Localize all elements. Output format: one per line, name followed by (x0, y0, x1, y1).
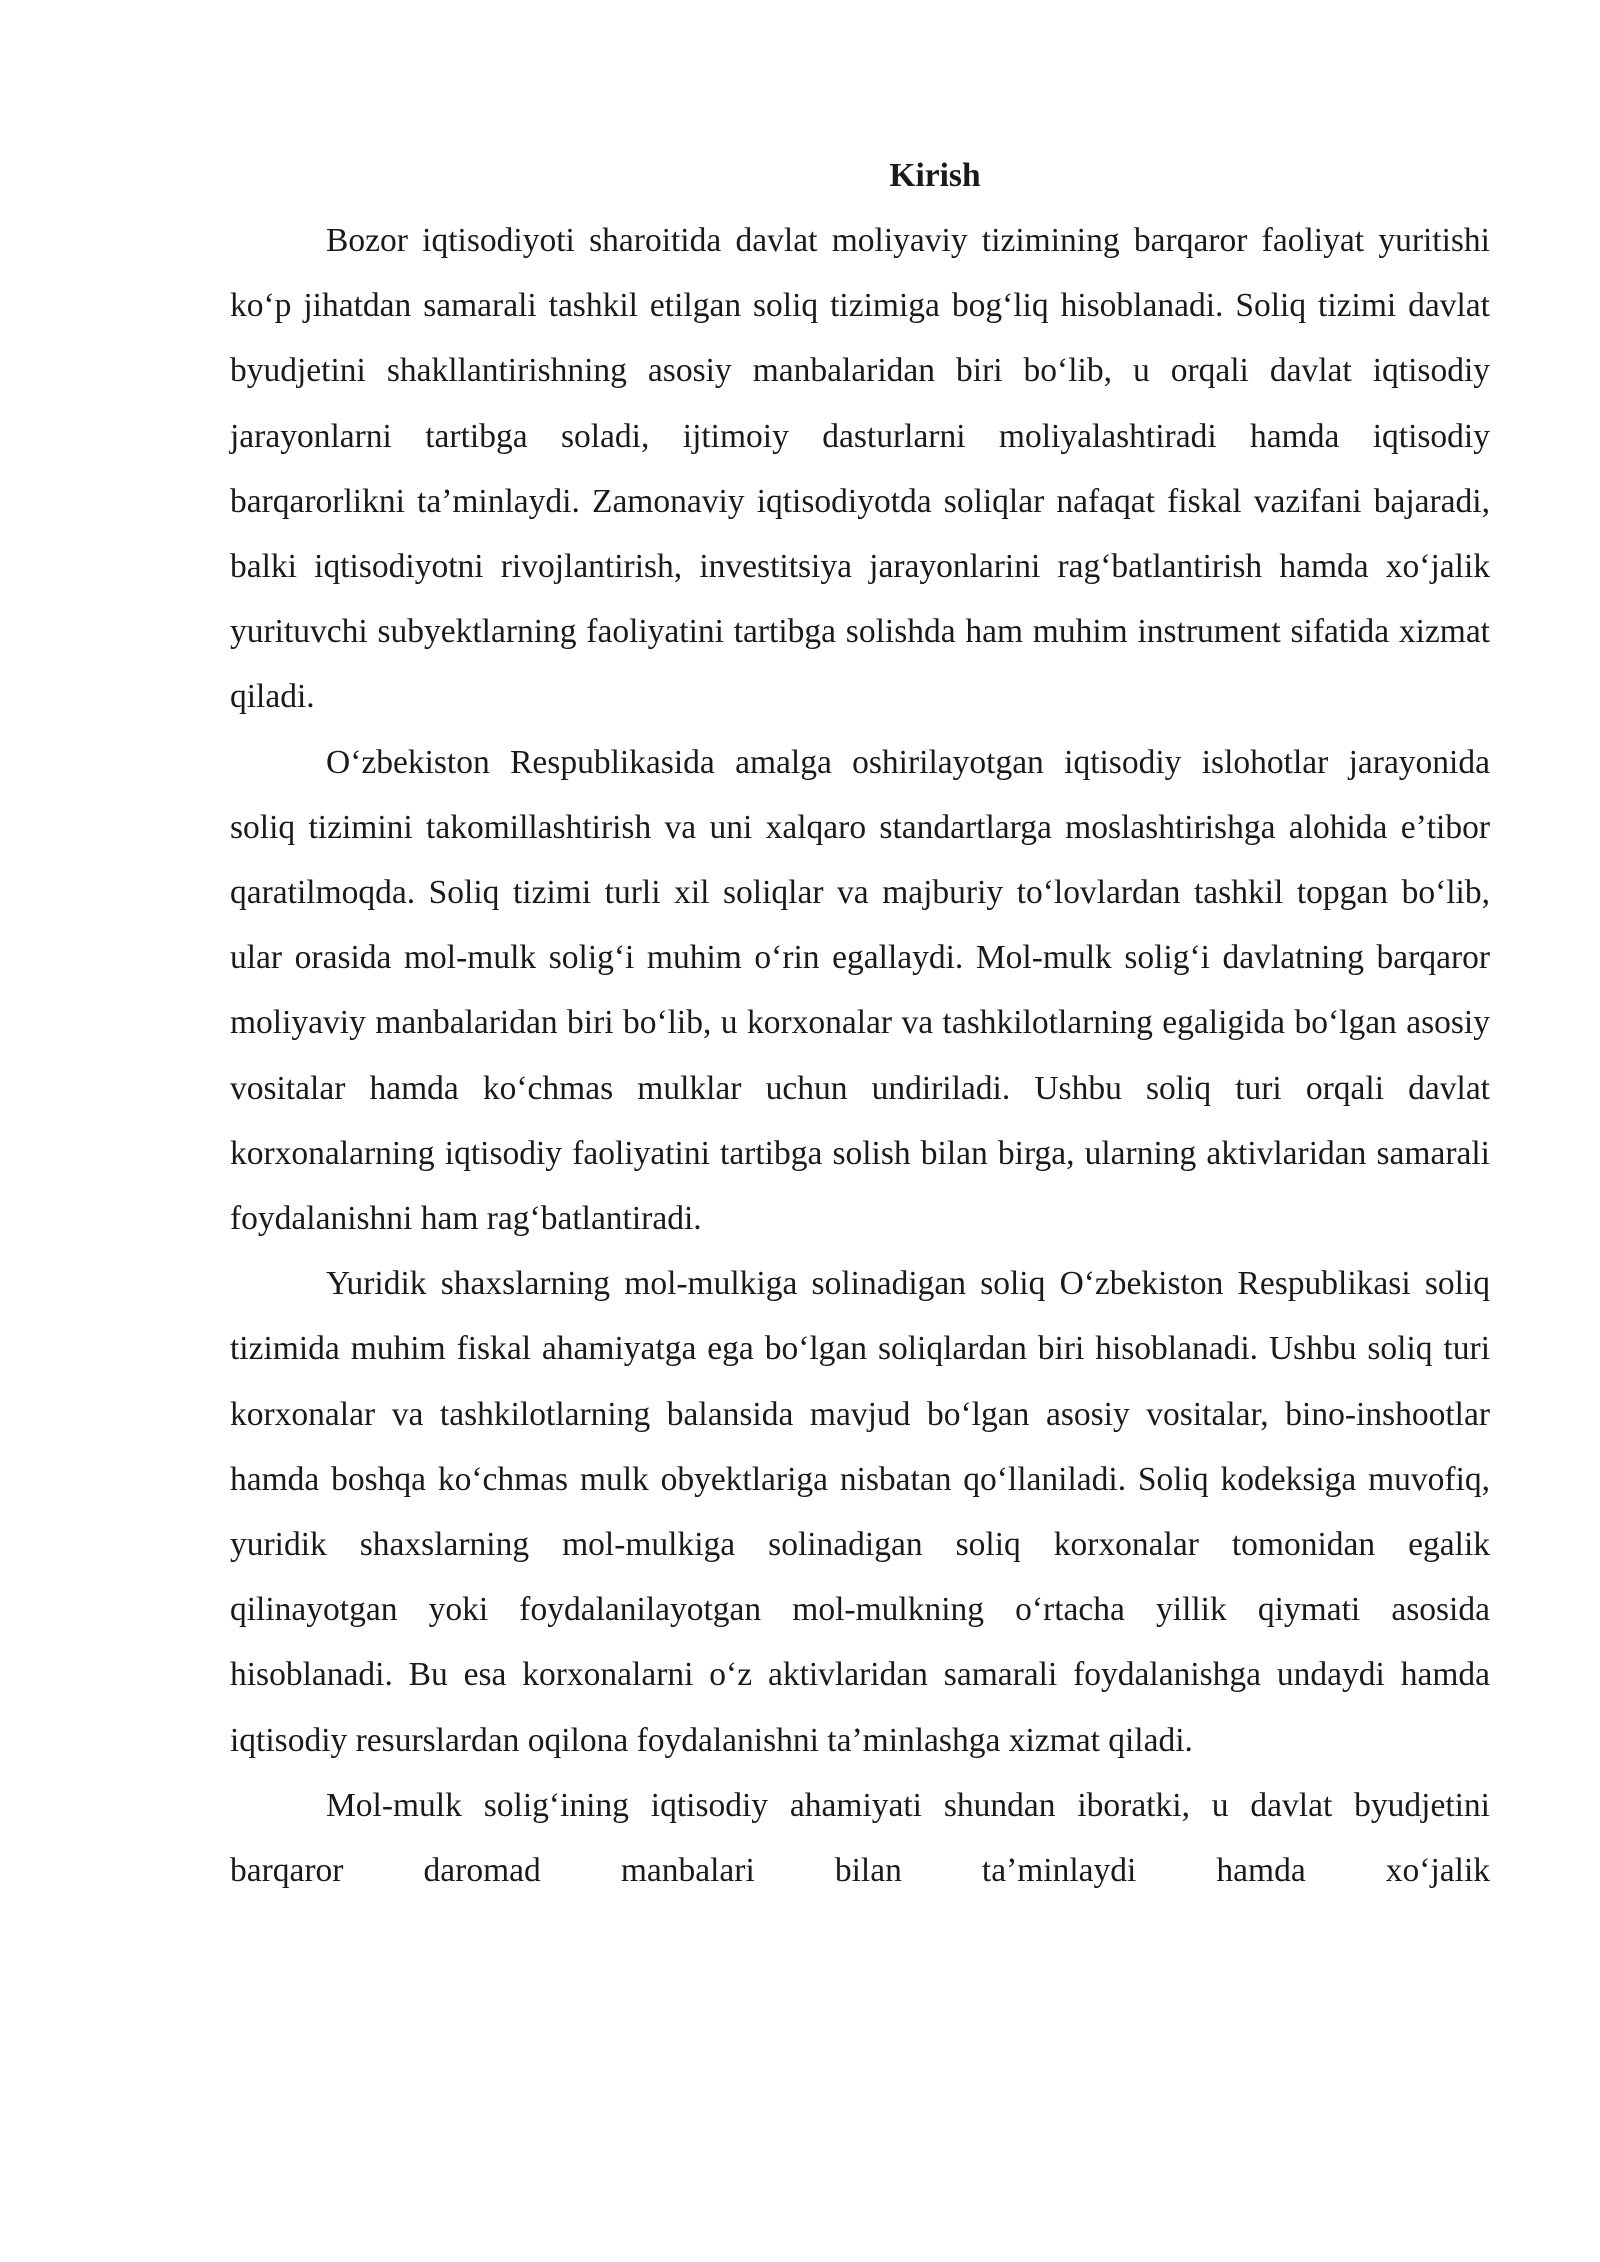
page-title: Kirish (889, 157, 981, 194)
document-body (230, 143, 1490, 1903)
paragraph-1: Bozor iqtisodiyoti sharoitida davlat moliyaviy tizimining barqaror faoliyat yuritishi koʻp jihatdan samarali tashkil etilgan soliq tizimiga bogʻliq hisoblanadi. Soliq tizimi davlat byudjetini shakllantirishning asosiy manbalaridan biri boʻlib, u orqali davlat iqtisodiy jarayonlarni tartibga soladi, ijtimoiy dasturlarni moliyalashtiradi hamda iqtisodiy barqarorlikni taʼminlaydi. Zamonaviy iqtisodiyotda soliqlar nafaqat fiskal vazifani bajaradi, balki iqtisodiyotni rivojlantirish, investitsiya jarayonlarini ragʻbatlantirish hamda xoʻjalik yurituvchi subyektlarning faoliyatini tartibga solishda ham muhim instrument sifatida xizmat qiladi. (230, 222, 1490, 716)
paragraph-4: Mol-mulk soligʻining iqtisodiy ahamiyati shundan iboratki, u davlat byudjetini barqaror daromad manbalari bilan taʼminlaydi hamda xoʻjalik (230, 1786, 1490, 1890)
paragraph-3: Yuridik shaxslarning mol-mulkiga solinadigan soliq Oʻzbekiston Respublikasi soliq tizimida muhim fiskal ahamiyatga ega boʻlgan soliqlardan biri hisoblanadi. Ushbu soliq turi korxonalar va tashkilotlarning balansida mavjud boʻlgan asosiy vositalar, bino-inshootlar hamda boshqa koʻchmas mulk obyektlariga nisbatan qoʻllaniladi. Soliq kodeksiga muvofiq, yuridik shaxslarning mol-mulkiga solinadigan soliq korxonalar tomonidan egalik qilinayotgan yoki foydalanilayotgan mol-mulkning oʻrtacha yillik qiymati asosida hisoblanadi. Bu esa korxonalarni oʻz aktivlaridan samarali foydalanishga undaydi hamda iqtisodiy resurslardan oqilona foydalanishni taʼminlashga xizmat qiladi. (230, 1265, 1490, 1759)
paragraph-2: Oʻzbekiston Respublikasida amalga oshirilayotgan iqtisodiy islohotlar jarayonida soliq tizimini takomillashtirish va uni xalqaro standartlarga moslashtirishga alohida eʼtibor qaratilmoqda. Soliq tizimi turli xil soliqlar va majburiy toʻlovlardan tashkil topgan boʻlib, ular orasida mol-mulk soligʻi muhim oʻrin egallaydi. Mol-mulk soligʻi davlatning barqaror moliyaviy manbalaridan biri boʻlib, u korxonalar va tashkilotlarning egaligida boʻlgan asosiy vositalar hamda koʻchmas mulklar uchun undiriladi. Ushbu soliq turi orqali davlat korxonalarning iqtisodiy faoliyatini tartibga solish bilan birga, ularning aktivlaridan samarali foydalanishni ham ragʻbatlantiradi. (230, 743, 1490, 1238)
